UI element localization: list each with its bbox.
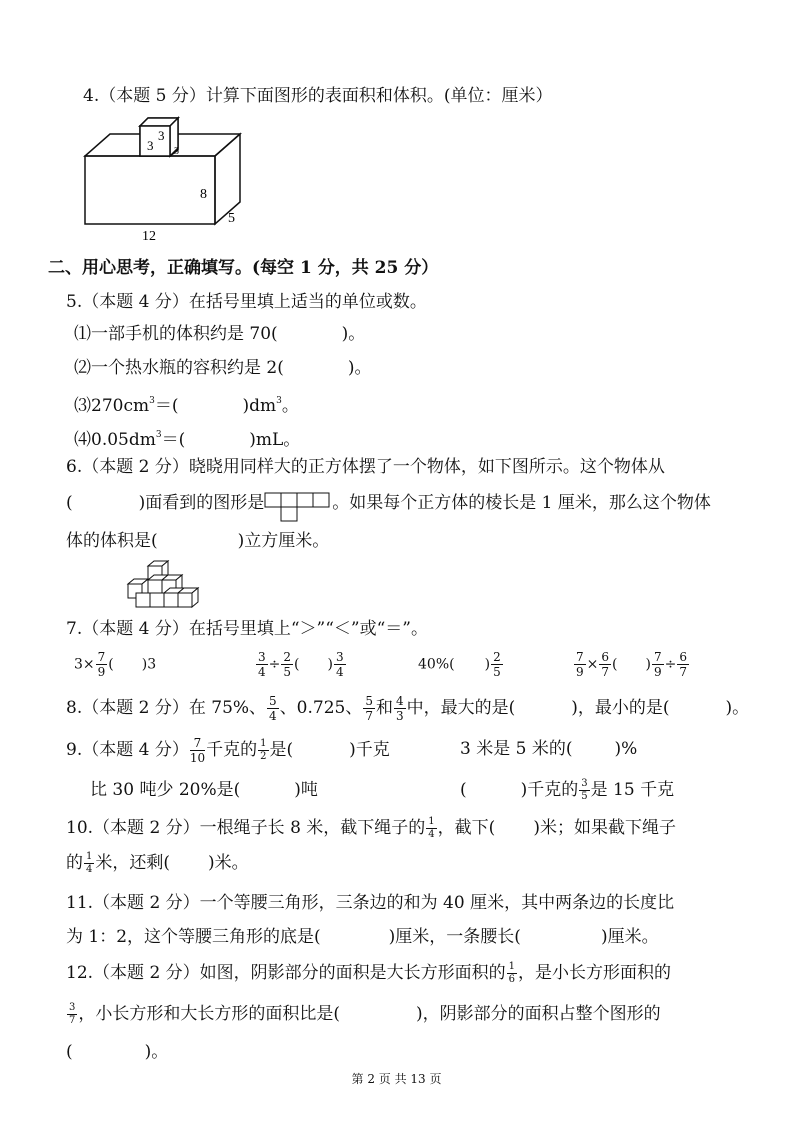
- cuboid-figure: [80, 112, 250, 244]
- q7-expr1: 3× $\frac{7}{9}$ ( )3: [74, 650, 157, 679]
- dim-height: 8: [200, 187, 207, 202]
- q7-expr4: $\frac{7}{9}$ × $\frac{6}{7}$ ( ) $\frac{7}{9}$ ÷ $\frac{6}{7}$: [576, 650, 687, 679]
- q8-line: 8.（本题 2 分）在 75%、 $\frac{5}{4}$ 、0.725、 $\frac{5}{7}$ 和 $\frac{4}{3}$ 中，最大的是( )，最小的是( )。: [66, 694, 750, 723]
- section-title: 二、用心思考，正确填写。(每空 1 分，共 25 分）: [48, 258, 439, 278]
- q5-item4: $⑷0.05dm^3=$( )mL。: [74, 430, 301, 450]
- dim-cube-side: 3: [158, 128, 165, 143]
- page-footer: 第 2 页 共 13 页: [351, 1072, 442, 1086]
- q12-line3: ( )。: [66, 1042, 169, 1062]
- q5-item1: ⑴一部手机的体积约是 70( )。: [74, 324, 366, 344]
- top-view-icon: [264, 492, 332, 522]
- q9-line2b: ( )千克的 $\frac{3}{5}$ 是 15 千克: [460, 778, 675, 802]
- q12-line2: $\frac{3}{7}$ ，小长方形和大长方形的面积比是( )，阴影部分的面积占整个图形的: [69, 1002, 661, 1026]
- q7-expr2: $\frac{3}{4}$ ÷ $\frac{2}{5}$ ( ) $\frac{3}{4}$: [258, 650, 344, 679]
- q12-line1: 12.（本题 2 分）如图，阴影部分的面积是大长方形面积的 $\frac{1}{6}$ ，是小长方形面积的: [66, 961, 672, 985]
- q9-line1: 9.（本题 4 分） $\frac{7}{10}$ 千克的 $\frac{1}{2}$ 是( )千克: [66, 736, 390, 765]
- q9-line1b: 3 米是 5 米的( )%: [460, 739, 638, 759]
- q5-item2: ⑵一个热水瓶的容积约是 2( )。: [74, 358, 372, 378]
- dim-length: 12: [142, 229, 156, 244]
- dim-cube-front: 3: [147, 138, 154, 153]
- q10-line2: 的 $\frac{1}{4}$ 米，还剩( )米。: [66, 851, 249, 875]
- q7-stem: 7.（本题 4 分）在括号里填上“＞”“＜”或“＝”。: [66, 619, 428, 639]
- dim-depth: 5: [228, 211, 235, 226]
- q6-line2: ( )面看到的图形是 。如果每个正方体的棱长是 1 厘米，那么这个物体: [66, 491, 711, 522]
- q7-expr3: 40%( ) $\frac{2}{5}$: [418, 650, 501, 679]
- q6-line3: 体的体积是( )立方厘米。: [66, 531, 330, 551]
- cube-stack-figure: [122, 560, 212, 608]
- q11-line1: 11.（本题 2 分）一个等腰三角形，三条边的和为 40 厘米，其中两条边的长度比: [66, 893, 675, 913]
- q11-line2: 为 1：2，这个等腰三角形的底是( )厘米，一条腰长( )厘米。: [66, 927, 659, 947]
- q5-item3: $⑶270cm^3=$( )$dm^3$。: [74, 396, 299, 416]
- q5-stem: 5.（本题 4 分）在括号里填上适当的单位或数。: [66, 292, 427, 312]
- dim-cube-depth: 3: [174, 146, 179, 157]
- q10-line1: 10.（本题 2 分）一根绳子长 8 米，截下绳子的 $\frac{1}{4}$ ，截下( )米；如果截下绳子: [66, 816, 676, 840]
- q4-text: 4.（本题 5 分）计算下面图形的表面积和体积。(单位：厘米）: [83, 86, 553, 106]
- q6-line1: 6.（本题 2 分）晓晓用同样大的正方体摆了一个物体，如下图所示。这个物体从: [66, 457, 665, 477]
- q9-line2a: 比 30 吨少 20%是( )吨: [90, 780, 318, 800]
